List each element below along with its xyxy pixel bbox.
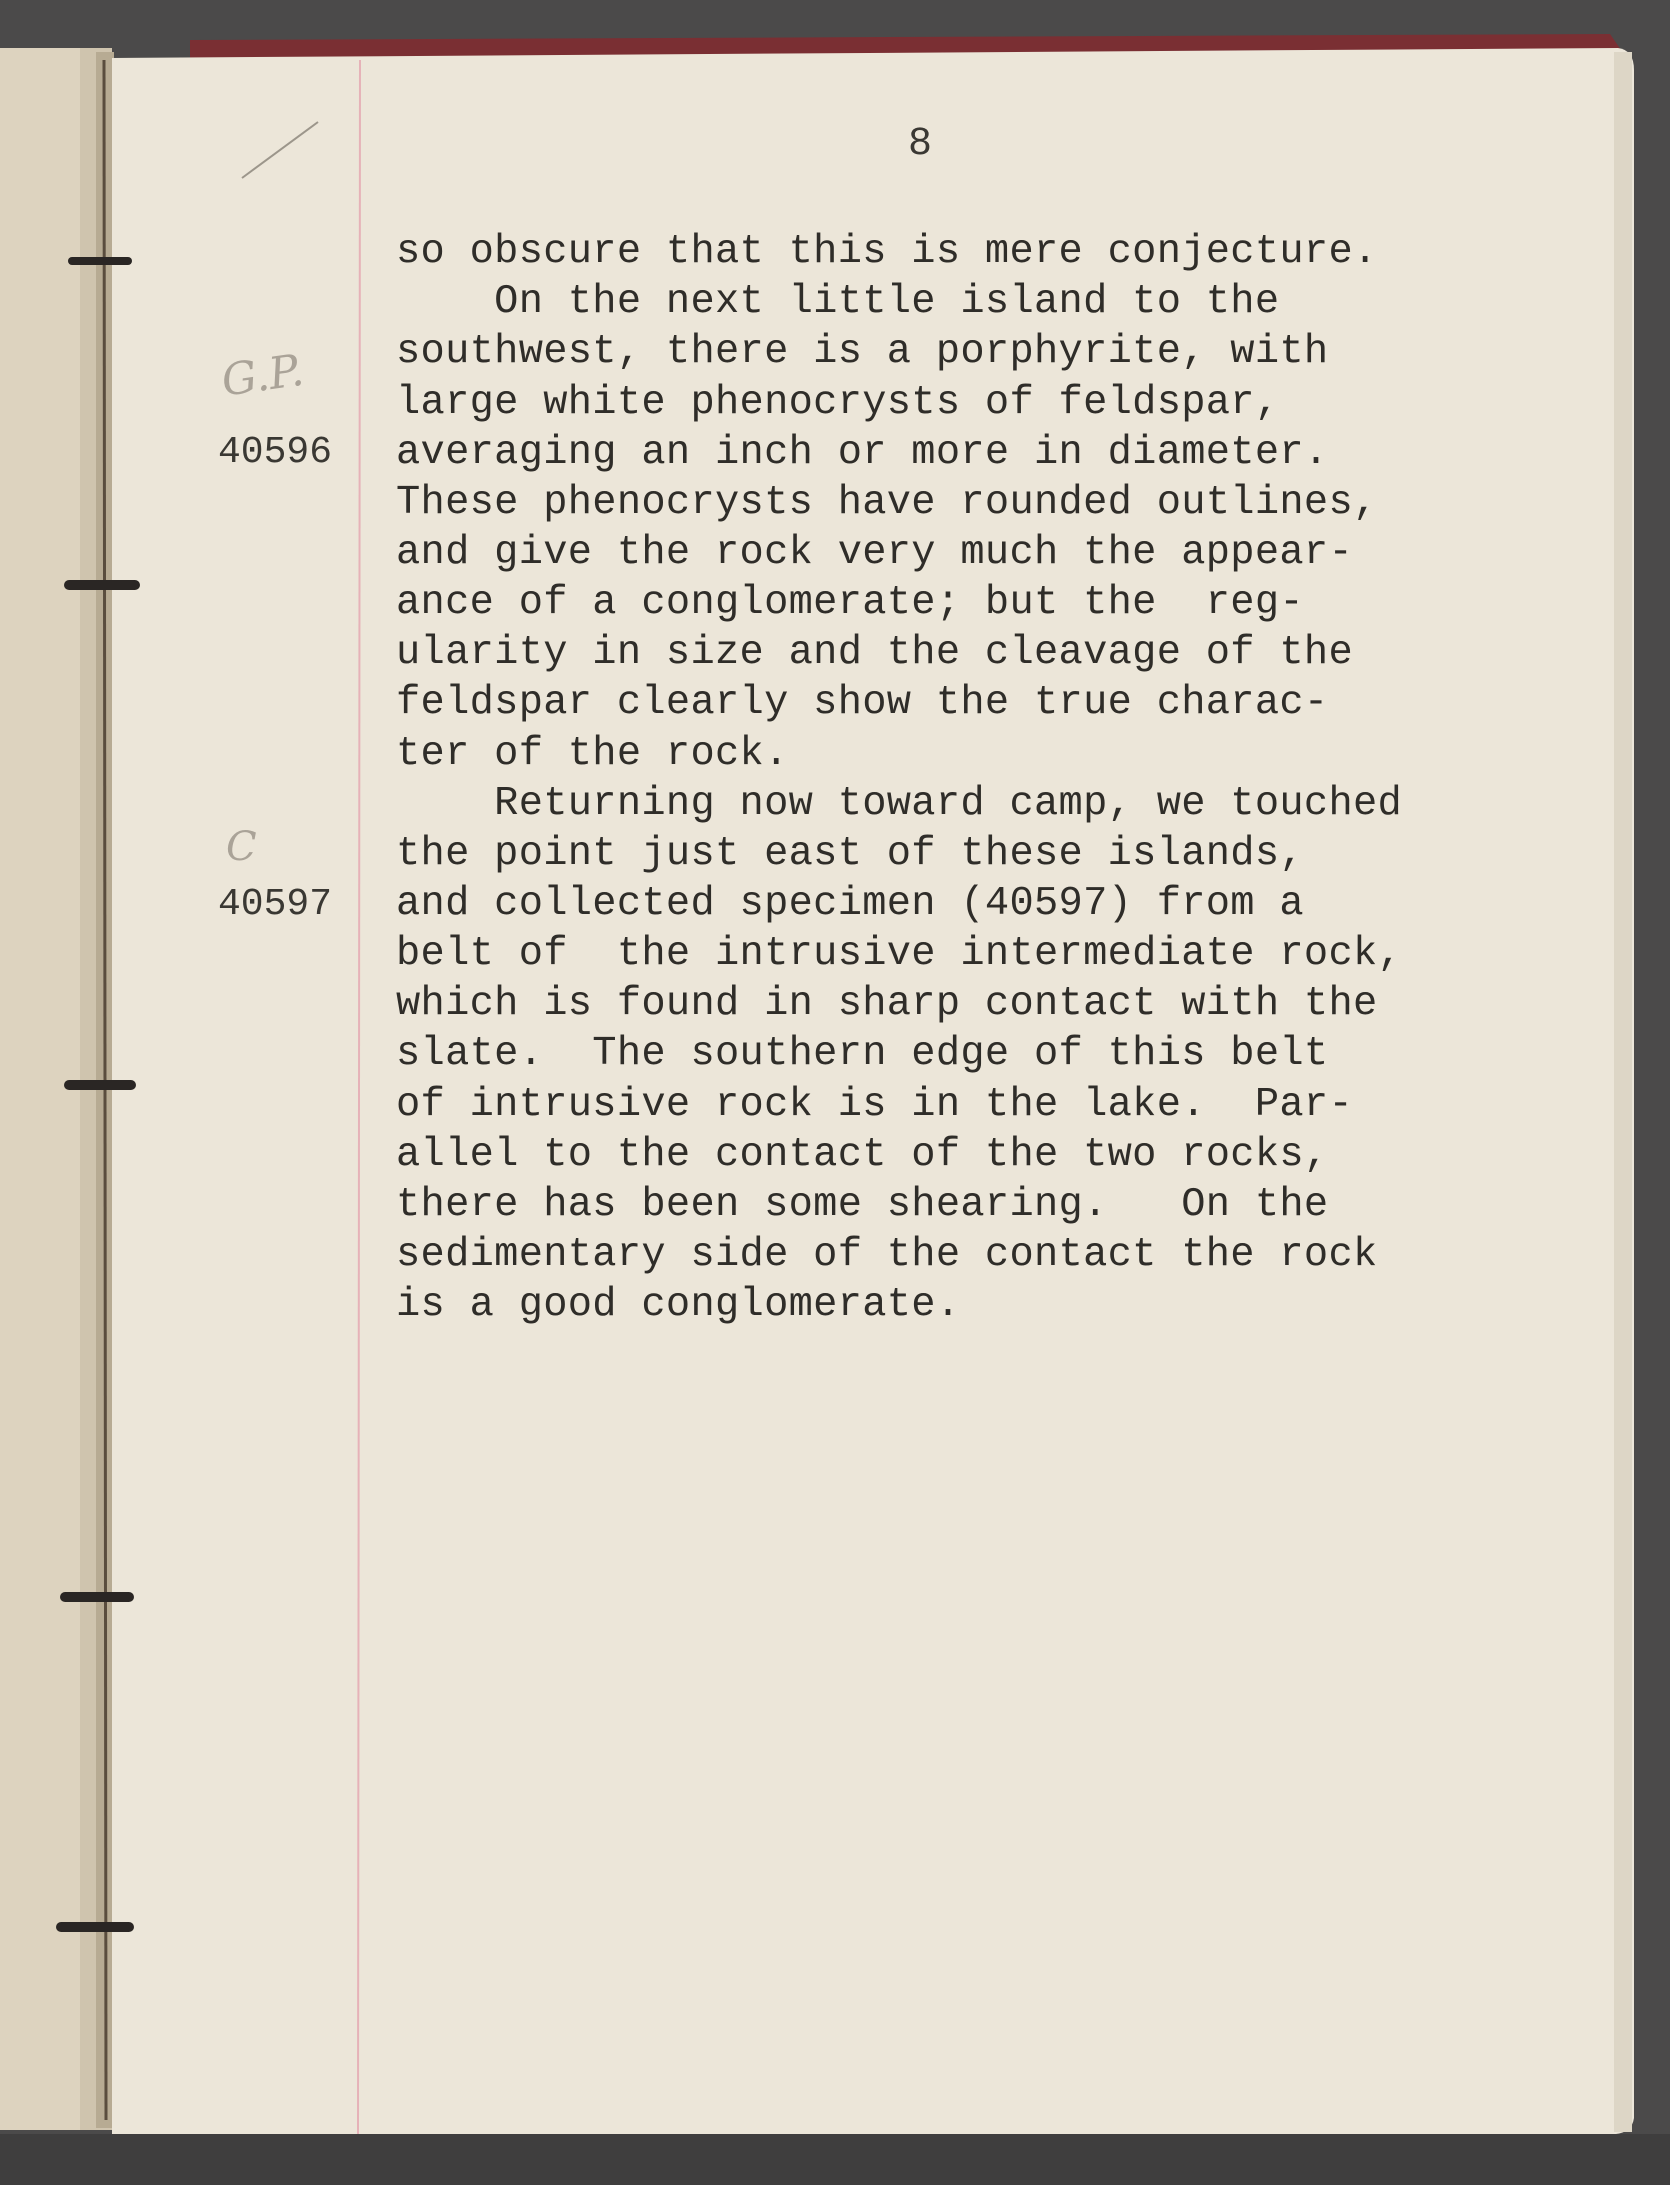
text-line: of intrusive rock is in the lake. Par-	[396, 1082, 1353, 1128]
specimen-number: 40597	[218, 883, 333, 926]
text-line: so obscure that this is mere conjecture.	[396, 229, 1378, 275]
text-line: Returning now toward camp, we touched	[396, 781, 1403, 827]
text-line: southwest, there is a porphyrite, with	[396, 329, 1329, 375]
margin-note-gp: G.P.	[218, 344, 307, 407]
margin-note-c: C	[226, 824, 257, 870]
text-line: is a good conglomerate.	[396, 1282, 961, 1328]
text-line: ularity in size and the cleavage of the	[396, 630, 1353, 676]
text-line: there has been some shearing. On the	[396, 1182, 1329, 1228]
text-line: the point just east of these islands,	[396, 831, 1304, 877]
text-line: allel to the contact of the two rocks,	[396, 1132, 1329, 1178]
text-line: which is found in sharp contact with the	[396, 981, 1378, 1027]
text-line: ance of a conglomerate; but the reg-	[396, 580, 1304, 626]
specimen-number: 40596	[218, 431, 333, 474]
text-line: and collected specimen (40597) from a	[396, 881, 1304, 927]
text-line: feldspar clearly show the true charac-	[396, 680, 1329, 726]
page-number: 8	[907, 122, 932, 167]
text-line: ter of the rock.	[396, 731, 789, 777]
text-line: On the next little island to the	[396, 279, 1280, 325]
text-line: averaging an inch or more in diameter.	[396, 430, 1329, 476]
text-line: and give the rock very much the appear-	[396, 530, 1353, 576]
text-line: belt of the intrusive intermediate rock,	[396, 931, 1403, 977]
text-line: slate. The southern edge of this belt	[396, 1031, 1329, 1077]
text-line: These phenocrysts have rounded outlines,	[396, 480, 1378, 526]
text-line: sedimentary side of the contact the rock	[396, 1232, 1378, 1278]
text-line: large white phenocrysts of feldspar,	[396, 380, 1280, 426]
